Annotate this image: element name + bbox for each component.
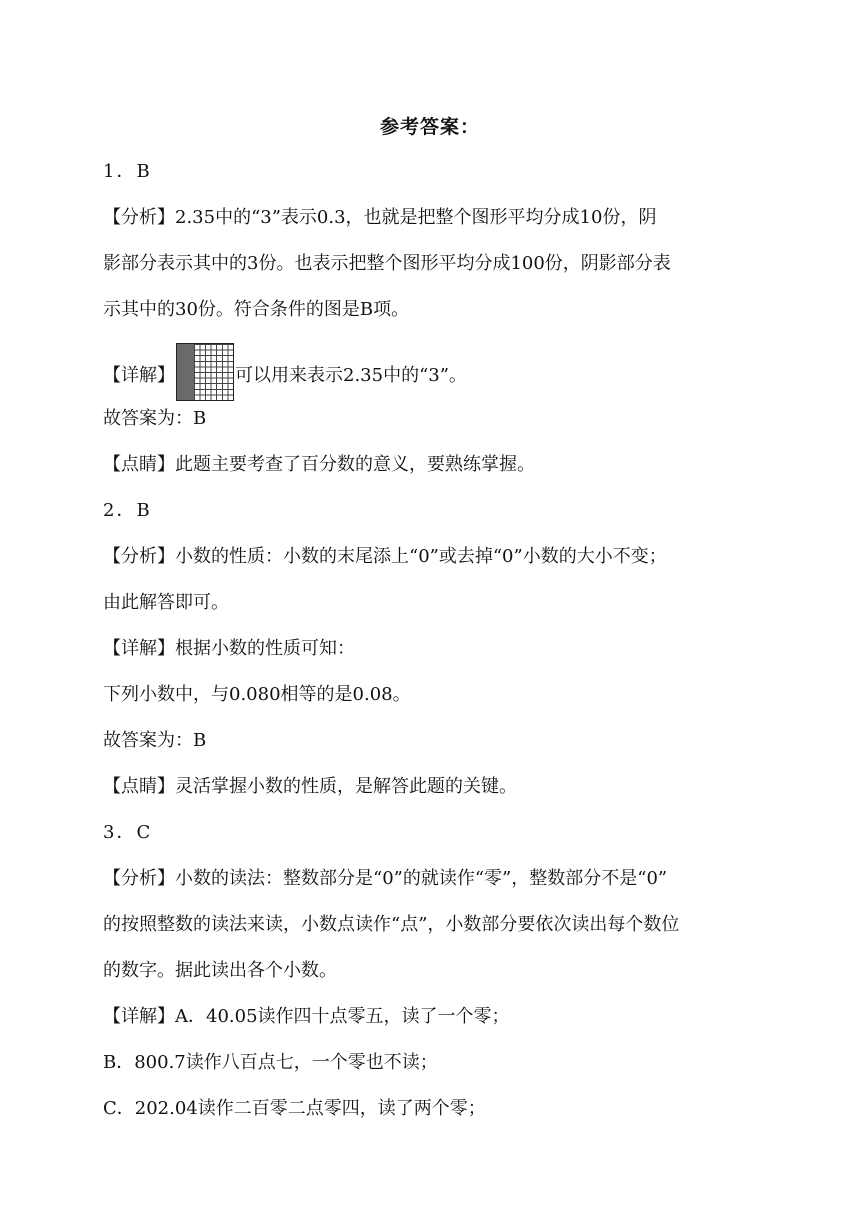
detail-3-line-3: C．202.04读作二百零二点零四，读了两个零； [103,1098,486,1119]
detail-3-line-1: 【详解】A．40.05读作四十点零五，读了一个零； [103,1006,510,1027]
answer-3-heading: 3．C [103,822,153,843]
answer-2-heading: 2．B [103,500,152,521]
analysis-3-line-1: 【分析】小数的读法：整数部分是“0”的就读作“零”，整数部分不是“0” [103,868,668,889]
analysis-1-line-3: 示其中的30份。符合条件的图是B项。 [103,299,410,320]
detail-1-text: 可以用来表示2.35中的“3”。 [235,365,467,386]
analysis-3-line-2: 的按照整数的读法来读，小数点读作“点”，小数部分要依次读出每个数位 [103,914,680,935]
detail-3-line-2: B．800.7读作八百点七，一个零也不读； [103,1052,438,1073]
analysis-1-line-1: 【分析】2.35中的“3”表示0.3，也就是把整个图形平均分成10份，阴 [103,207,657,228]
answer-1-heading: 1．B [103,161,152,182]
detail-2-line-2: 下列小数中，与0.080相等的是0.08。 [103,684,411,705]
detail-2-line-1: 【详解】根据小数的性质可知： [103,638,355,659]
comment-1: 【点睛】此题主要考查了百分数的意义，要熟练掌握。 [103,454,535,475]
conclusion-2: 故答案为：B [103,730,207,751]
analysis-2-line-2: 由此解答即可。 [103,592,229,613]
detail-1-label: 【详解】 [103,365,175,386]
analysis-1-line-2: 影部分表示其中的3份。也表示把整个图形平均分成100份，阴影部分表 [103,253,671,274]
analysis-3-line-3: 的数字。据此读出各个小数。 [103,960,337,981]
hundred-grid-icon [176,343,234,401]
comment-2: 【点睛】灵活掌握小数的性质，是解答此题的关键。 [103,776,517,797]
analysis-2-line-1: 【分析】小数的性质：小数的末尾添上“0”或去掉“0”小数的大小不变； [103,546,667,567]
detail-1-line [103,347,467,405]
conclusion-1: 故答案为：B [103,408,207,429]
page-title: 参考答案： [379,116,480,138]
